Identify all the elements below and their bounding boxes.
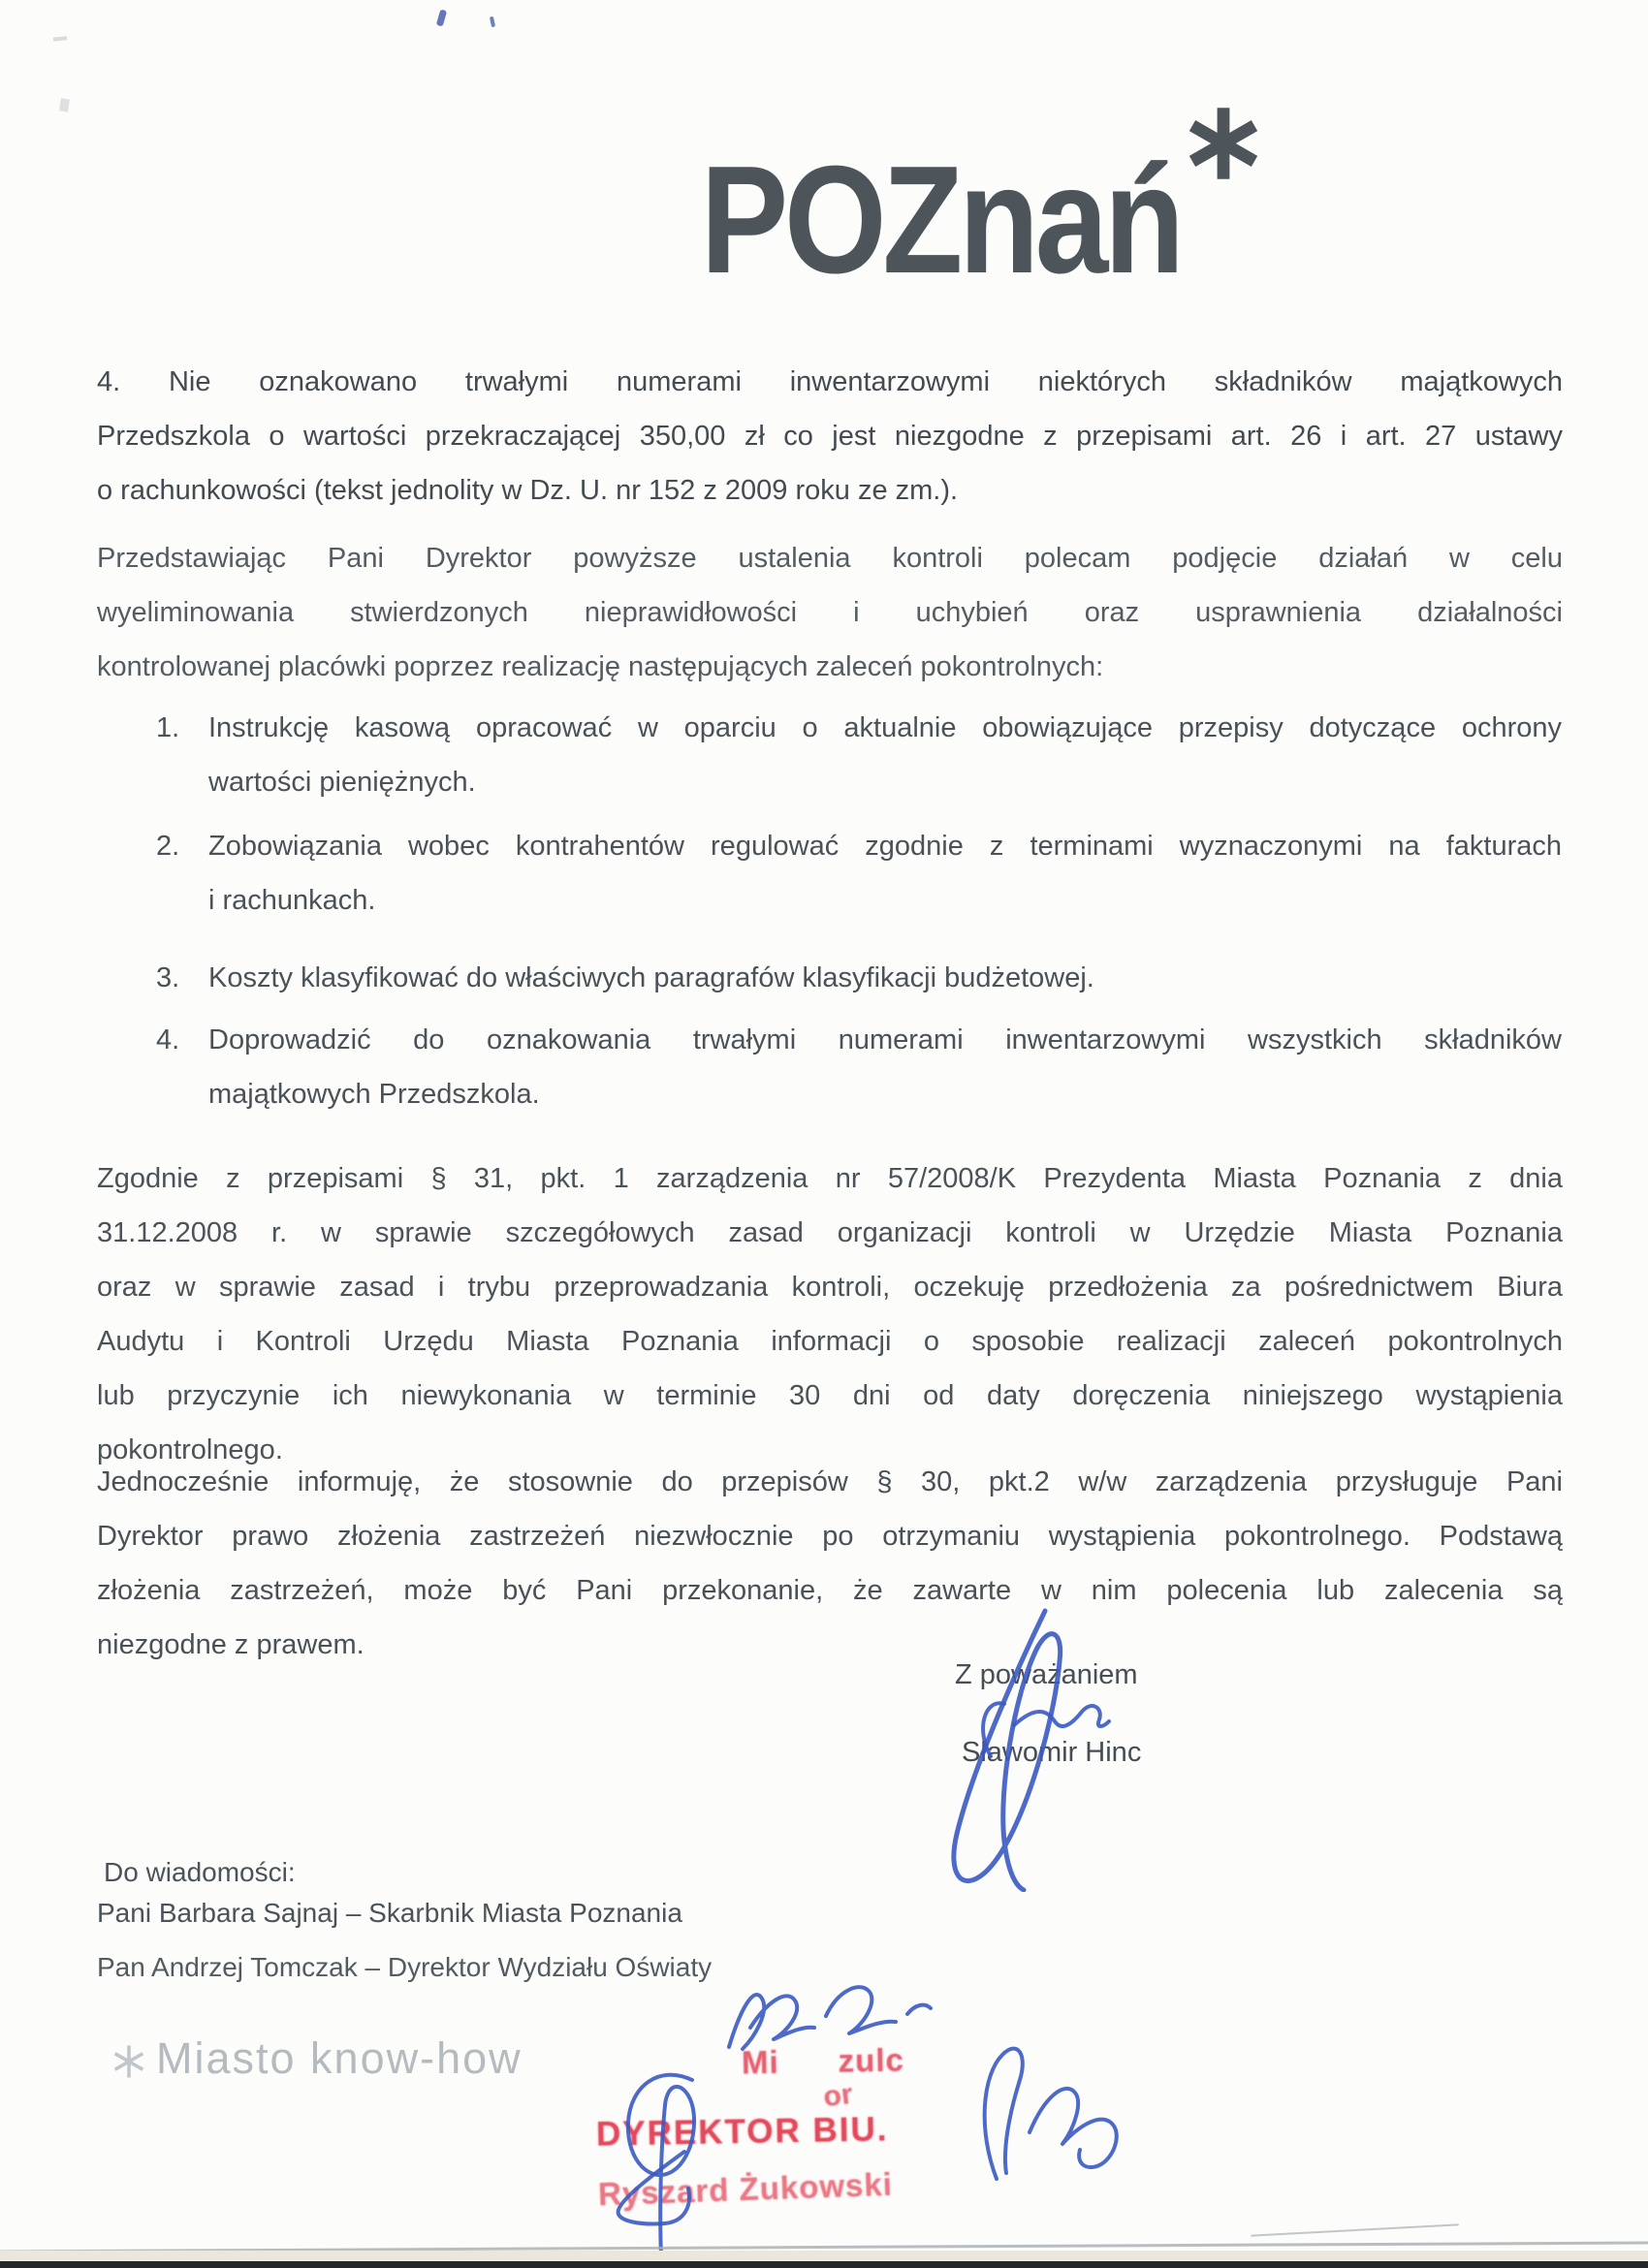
signature-ink-right (969, 2035, 1139, 2186)
paragraph-jednoczesnie (97, 1455, 1563, 1672)
distribution-recipient-2: Pan Andrzej Tomczak – Dyrektor Wydziału Oświaty (97, 1952, 713, 1982)
recommendation-number: 4. (156, 1024, 180, 1055)
scan-artifact-margin-arc (0, 739, 35, 796)
poznan-asterisk-icon (1185, 105, 1262, 187)
scan-edge-curl (1251, 2223, 1459, 2236)
recommendation-number: 1. (156, 712, 180, 743)
scan-artifact-pen-tick (436, 9, 447, 26)
zgodnie-line: pokontrolnego. (97, 1434, 283, 1465)
recommendation-item-2 (156, 819, 1562, 928)
scan-artifact-pen-tick (490, 16, 495, 28)
zgodnie-line: Audytu i Kontroli Urzędu Miasta Poznania informacji o sposobie realizacji zaleceń pokontrolnych (97, 1326, 1563, 1357)
recommendation-line: wartości pieniężnych. (208, 767, 476, 798)
recommendation-item-4 (156, 1013, 1562, 1121)
recommendation-line: Zobowiązania wobec kontrahentów regulować zgodnie z terminami wyznaczonymi na fakturach (208, 831, 1562, 862)
distribution-recipient-1: Pani Barbara Sajnaj – Skarbnik Miasta Poznania (97, 1898, 682, 1928)
jednoczesnie-line: Dyrektor prawo złożenia zastrzeżeń niezwłocznie po otrzymaniu wystąpienia pokontrolnego. Podstawą (97, 1521, 1563, 1552)
finding-4-line: Przedszkola o wartości przekraczającej 350,00 zł co jest niezgodne z przepisami art. 26 i art. 27 ustawy (97, 421, 1563, 452)
zgodnie-line: oraz w sprawie zasad i trybu przeprowadzania kontroli, oczekuję przedłożenia za pośrednictwem Biura (97, 1272, 1563, 1303)
stamp-director-name: Ryszard Żukowski (597, 2165, 894, 2213)
scan-artifact-smudge (53, 36, 67, 41)
slogan-asterisk-icon (111, 2039, 146, 2090)
scan-edge-dark-strip (0, 2261, 1648, 2268)
intro-line: wyeliminowania stwierdzonych nieprawidłowości i uchybień oraz usprawnienia działalności (97, 597, 1563, 628)
paragraph-intro (97, 531, 1563, 694)
scan-artifact-margin-arc (0, 1341, 37, 1410)
finding-4-line: 4. Nie oznakowano trwałymi numerami inwentarzowymi niektórych składników majątkowych (97, 366, 1563, 397)
jednoczesnie-line: niezgodne z prawem. (97, 1629, 364, 1660)
distribution-heading: Do wiadomości: (104, 1857, 296, 1887)
signature-ink-left (603, 2063, 729, 2261)
zgodnie-line: lub przyczynie ich niewykonania w terminie 30 dni od daty doręczenia niniejszego wystąpienia (97, 1380, 1563, 1411)
recommendation-line: Doprowadzić do oznakowania trwałymi numerami inwentarzowymi wszystkich składników (208, 1024, 1562, 1055)
paragraph-finding-4 (97, 355, 1563, 518)
recommendation-number: 2. (156, 831, 180, 862)
footer-slogan (111, 2033, 523, 2084)
recommendation-item-1 (156, 701, 1562, 809)
footer-slogan-text: Miasto know-how (156, 2033, 523, 2083)
stamp-name-upper-line2: or (781, 2077, 855, 2119)
stamp-director-title: DYREKTOR BIU. (595, 2110, 889, 2154)
zgodnie-line: 31.12.2008 r. w sprawie szczegółowych zasad organizacji kontroli w Urzędzie Miasta Poznania (97, 1217, 1563, 1248)
zgodnie-line: Zgodnie z przepisami § 31, pkt. 1 zarządzenia nr 57/2008/K Prezydenta Miasta Poznania z dnia (97, 1163, 1563, 1194)
recommendation-line: i rachunkach. (208, 885, 376, 916)
jednoczesnie-line: Jednocześnie informuję, że stosownie do przepisów § 30, pkt.2 w/w zarządzenia przysługuje Pani (97, 1466, 1563, 1497)
recommendation-line: Instrukcję kasową opracować w oparciu o aktualnie obowiązujące przepisy dotyczące ochrony (208, 712, 1562, 743)
signature-ink-middle (717, 1977, 940, 2069)
recommendation-line: Koszty klasyfikować do właściwych paragrafów klasyfikacji budżetowej. (208, 962, 1094, 993)
intro-line: kontrolowanej placówki poprzez realizację następujących zaleceń pokontrolnych: (97, 651, 1104, 682)
signature-hinc-ink (902, 1601, 1134, 1892)
poznan-logo (622, 135, 1262, 305)
stamp-name-upper-line1: Mi zulc (741, 2041, 905, 2081)
scan-edge-paper-strip (0, 2251, 1648, 2261)
finding-4-line: o rachunkowości (tekst jednolity w Dz. U. nr 152 z 2009 roku ze zm.). (97, 475, 959, 506)
paragraph-zgodnie (97, 1151, 1563, 1477)
jednoczesnie-line: złożenia zastrzeżeń, może być Pani przekonanie, że zawarte w nim polecenia lub zalecenia są (97, 1575, 1563, 1606)
intro-line: Przedstawiając Pani Dyrektor powyższe ustalenia kontroli polecam podjęcie działań w celu (97, 543, 1563, 574)
closing-line: Z poważaniem (955, 1659, 1138, 1690)
recommendation-number: 3. (156, 962, 180, 993)
signer-name: Sławomir Hinc (962, 1737, 1142, 1768)
recommendation-item-3 (156, 951, 1562, 1005)
scan-artifact-smudge (59, 98, 70, 111)
poznan-logo-text: POZnań (700, 135, 1181, 305)
recommendation-line: majątkowych Przedszkola. (208, 1079, 540, 1110)
